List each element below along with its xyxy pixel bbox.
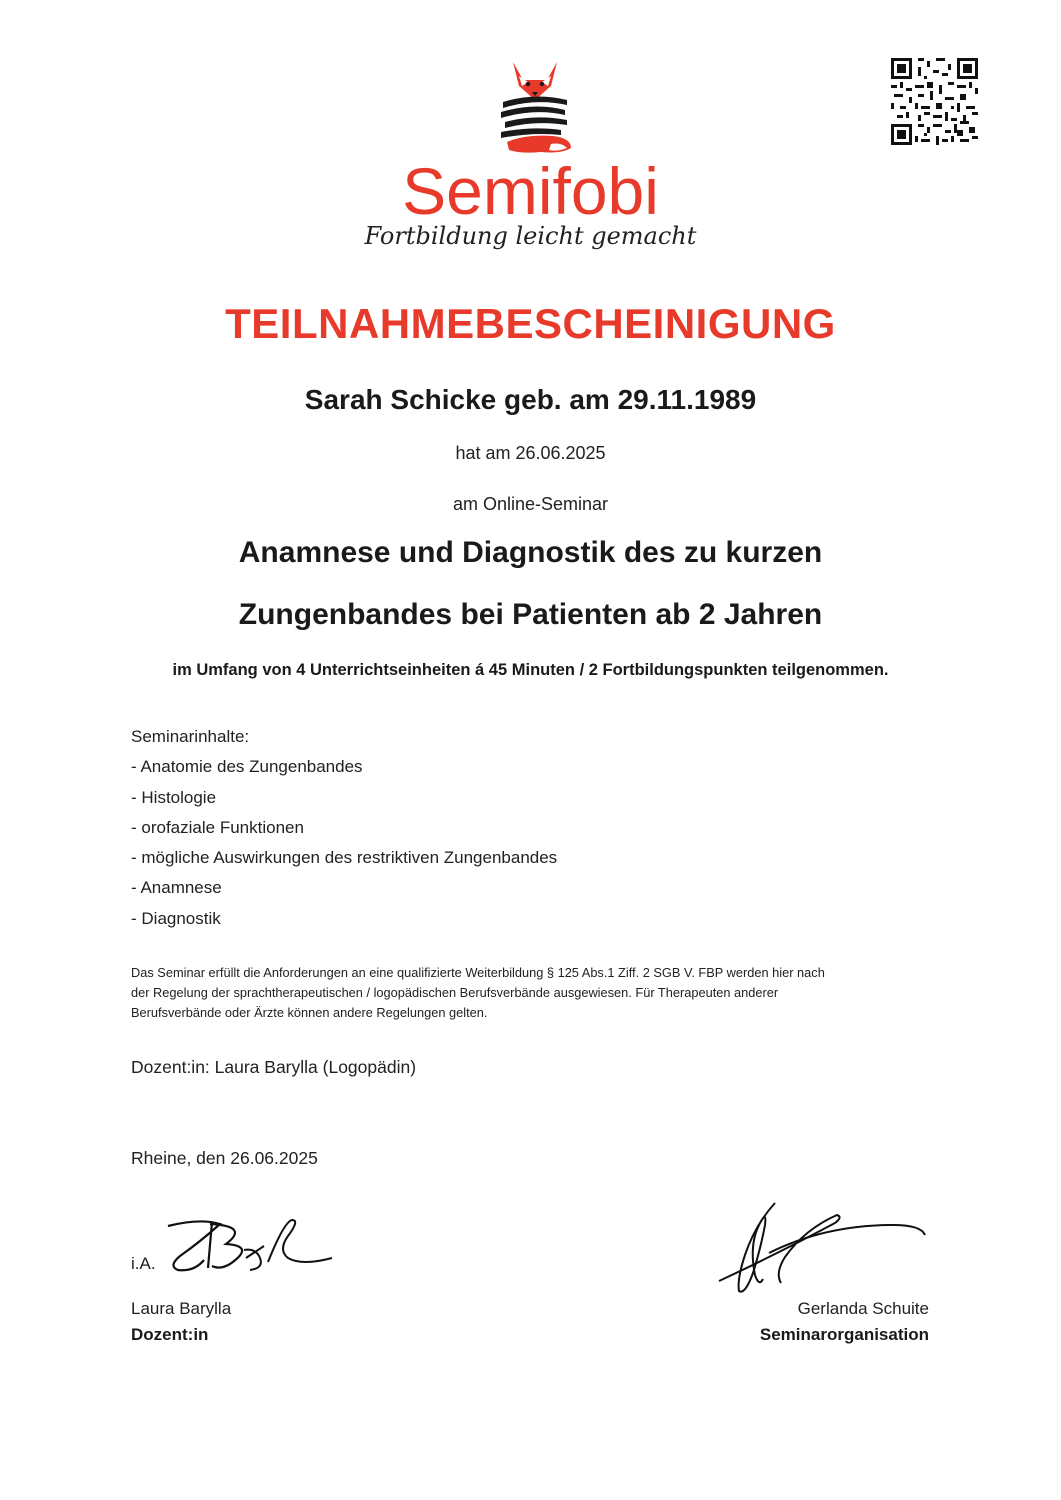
signature-left-icon: [160, 1212, 335, 1282]
contents-heading: Seminarinhalte:: [131, 727, 250, 746]
qr-code-icon: [891, 58, 978, 145]
signer-right-name: Gerlanda Schuite: [797, 1299, 929, 1318]
brand-name: Semifobi: [402, 154, 659, 228]
signature-right-icon: [715, 1195, 930, 1300]
list-item: - Diagnostik: [131, 908, 221, 928]
legal-notice: [131, 963, 931, 1023]
course-scope: im Umfang von 4 Unterrichtseinheiten á 45 Minuten / 2 Fortbildungspunkten teilgenommen.: [172, 661, 889, 679]
list-item: - Anamnese: [131, 878, 222, 898]
legal-line: der Regelung der sprachtherapeutischen / logopädischen Berufsverbände ausgewiesen. Für Therapeuten anderer: [131, 985, 779, 1000]
seminar-contents: [131, 726, 557, 938]
legal-line: Berufsverbände oder Ärzte können andere Regelungen gelten.: [131, 1005, 488, 1020]
signer-right-role: Seminarorganisation: [759, 1325, 929, 1344]
on-behalf-label: i.A.: [131, 1254, 156, 1273]
lecturer-line: Dozent:in: Laura Barylla (Logopädin): [131, 1057, 417, 1077]
brand-tagline: Fortbildung leicht gemacht: [364, 222, 697, 250]
list-item: - mögliche Auswirkungen des restriktiven Zungenbandes: [131, 848, 558, 868]
signer-left-role: Dozent:in: [131, 1325, 209, 1344]
seminar-type: am Online-Seminar: [452, 494, 609, 514]
list-item: - Anatomie des Zungenbandes: [131, 757, 363, 777]
legal-line: Das Seminar erfüllt die Anforderungen an eine qualifizierte Weiterbildung § 125 Abs.1 Ziff. 2 SGB V. FBP werden hier nach: [131, 965, 825, 980]
list-item: - orofaziale Funktionen: [131, 817, 304, 837]
signer-left-name: Laura Barylla: [131, 1299, 232, 1318]
fox-book-icon: [495, 58, 575, 158]
attendance-date: hat am 26.06.2025: [455, 443, 606, 463]
place-date: Rheine, den 26.06.2025: [131, 1148, 318, 1168]
participant-name: Sarah Schicke geb. am 29.11.1989: [304, 384, 757, 415]
course-title-line-1: Anamnese und Diagnostik des zu kurzen: [238, 536, 823, 569]
list-item: - Histologie: [131, 787, 217, 807]
course-title-line-2: Zungenbandes bei Patienten ab 2 Jahren: [238, 598, 823, 631]
certificate-title: TEILNAHMEBESCHEINIGUNG: [225, 300, 836, 347]
